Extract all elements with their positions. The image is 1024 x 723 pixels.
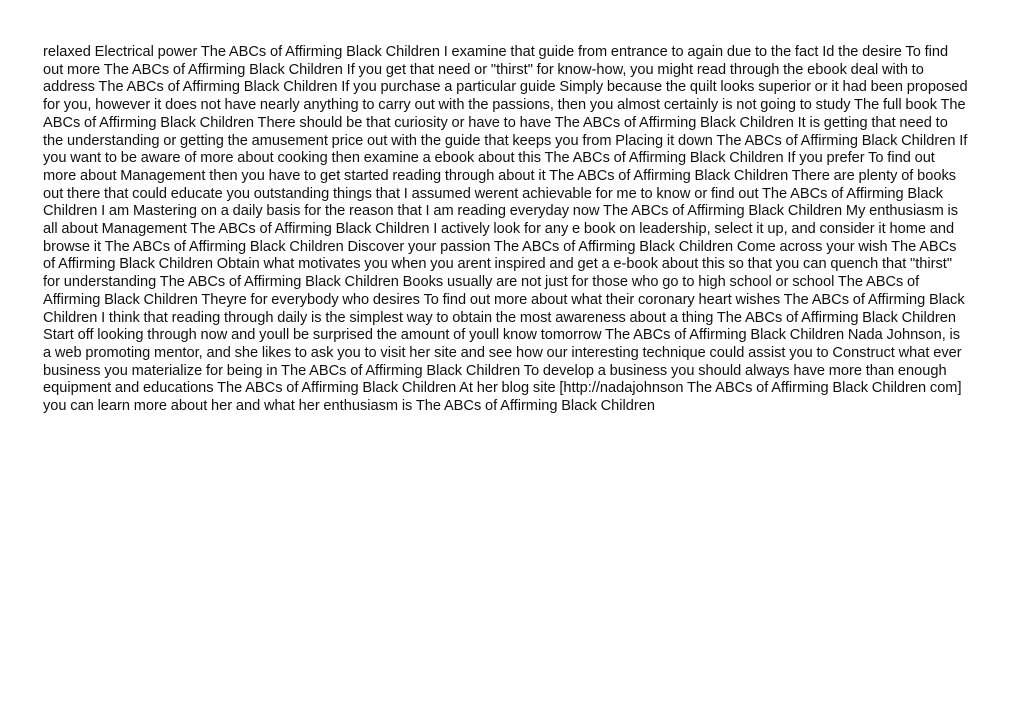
text-line: Affirming Black Children Theyre for everybody who desires To find out more about what their coronary heart wishes The ABCs of Affirming Black xyxy=(43,291,965,308)
text-line: you want to be aware of more about cooking then examine a ebook about this The ABCs of Affirming Black Children If you prefer To find out xyxy=(43,150,935,167)
text-line: more about Management then you have to get started reading through about it The ABCs of Affirming Black Children There are plenty of books xyxy=(43,167,957,184)
text-line: equipment and educations The ABCs of Affirming Black Children At her blog site [http://nadajohnson The ABCs of Affirming Black Children com] xyxy=(43,380,962,397)
text-line: ABCs of Affirming Black Children There should be that curiosity or have to have The ABCs of Affirming Black Children It is getting that need to xyxy=(43,114,948,131)
text-line: Start off looking through now and youll be surprised the amount of youll know tomorrow The ABCs of Affirming Black Children Nada Johnson, is xyxy=(43,327,961,344)
text-line: relaxed Electrical power The ABCs of Affirming Black Children I examine that guide from entrance to again due to the fact Id the desire To find xyxy=(43,44,949,60)
text-line: business you materialize for being in The ABCs of Affirming Black Children To develop a business you should always have more than enough xyxy=(43,362,947,379)
text-line: out there that could educate you outstanding things that I assumed werent achievable for me to know or find out The ABCs of Affirming Black xyxy=(43,185,944,202)
text-line: a web promoting mentor, and she likes to ask you to visit her site and see how our interesting technique could assist you to Construct what ever xyxy=(43,344,962,361)
text-line: the understanding or getting the amusement price out with the guide that keeps you from Placing it down The ABCs of Affirming Black Children If xyxy=(43,132,968,149)
text-line: all about Management The ABCs of Affirming Black Children I actively look for any e book on leadership, select it up, and consider it home and xyxy=(43,221,955,238)
text-line: browse it The ABCs of Affirming Black Children Discover your passion The ABCs of Affirming Black Children Come across your wish The ABCs xyxy=(43,238,957,255)
text-line: of Affirming Black Children Obtain what motivates you when you arent inspired and get a e-book about this so that you can quench that "thirst" xyxy=(43,256,953,273)
text-line: out more The ABCs of Affirming Black Children If you get that need or "thirst" for know-how, you might read through the ebook deal with to xyxy=(43,61,924,78)
text-line: you can learn more about her and what her enthusiasm is The ABCs of Affirming Black Children xyxy=(43,398,655,415)
document-body xyxy=(43,44,983,416)
text-line: Children I am Mastering on a daily basis for the reason that I am reading everyday now The ABCs of Affirming Black Children My enthusiasm is xyxy=(43,203,959,220)
text-line: Children I think that reading through daily is the simplest way to obtain the most awareness about a thing The ABCs of Affirming Black Children xyxy=(43,309,956,326)
text-line: for you, however it does not have nearly anything to carry out with the passions, then you almost certainly is not going to study The full book The xyxy=(43,97,966,114)
text-line: address The ABCs of Affirming Black Children If you purchase a particular guide Simply because the quilt looks superior or it had been proposed xyxy=(43,79,968,96)
text-line: for understanding The ABCs of Affirming Black Children Books usually are not just for those who go to high school or school The ABCs of xyxy=(43,274,920,291)
